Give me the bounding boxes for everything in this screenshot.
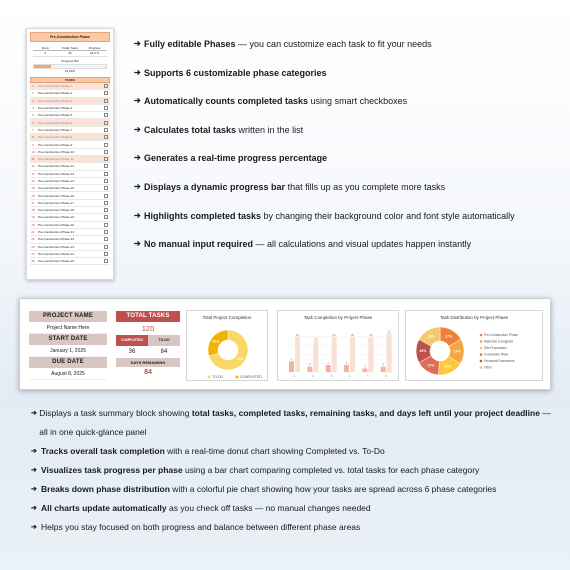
feature-item: [134, 124, 564, 153]
progress-bar-value: 24,00%: [64, 69, 76, 73]
task-checkbox[interactable]: [104, 259, 108, 263]
task-row: [30, 156, 110, 163]
arrow-icon: ➔: [134, 67, 141, 77]
bar-value-label: 2: [363, 364, 366, 369]
bar: [368, 337, 373, 372]
due-date-value[interactable]: August 8, 2025: [29, 368, 107, 380]
bar: [387, 333, 392, 372]
bar: [344, 365, 349, 372]
legend-swatch: [480, 366, 483, 369]
distribution-pie-chart: [405, 310, 543, 381]
task-label[interactable]: Pre-Construction Phase 20: [38, 222, 75, 227]
task-label[interactable]: Pre-Construction Phase 5: [38, 113, 73, 118]
task-number: 22: [31, 237, 35, 242]
feature-item: [134, 152, 564, 181]
legend-swatch: [480, 360, 483, 363]
task-checkbox[interactable]: [104, 99, 108, 103]
benefit-text: Tracks overall task completion with a real-time donut chart showing Completed vs. To-Do: [41, 446, 385, 456]
dashboard-panel: [19, 298, 551, 390]
bar: [289, 361, 294, 372]
task-number: 7: [32, 127, 34, 132]
slice-label: 17%: [427, 363, 435, 368]
bar: [326, 365, 331, 372]
legend-label: Site Preparation: [484, 346, 507, 351]
category-label: 1: [293, 374, 296, 378]
bar-svg: [278, 320, 400, 382]
task-row: [30, 105, 110, 112]
task-row: [30, 163, 110, 170]
task-checkbox[interactable]: [104, 113, 108, 117]
task-number: 12: [31, 164, 35, 169]
task-row: [30, 112, 110, 119]
chart-title: Task Completion by Project Phase: [303, 315, 373, 320]
task-number: 11: [31, 157, 35, 162]
task-number: 23: [31, 244, 35, 249]
task-label[interactable]: Pre-Construction Phase 15: [38, 186, 75, 191]
arrow-icon: ➔: [134, 39, 141, 48]
legend-label: COMPLETED: [240, 375, 262, 380]
project-name-value[interactable]: Project Name Here: [29, 322, 107, 334]
legend-label: Materials & Supplies: [484, 339, 514, 344]
task-number: 1: [32, 84, 34, 89]
feature-item: [134, 210, 564, 239]
todo-value: 84: [160, 349, 168, 355]
feature-item: [134, 38, 564, 67]
task-checkbox[interactable]: [104, 106, 108, 110]
tasks-header: TASKS: [30, 77, 110, 83]
legend-swatch: [480, 334, 483, 337]
kpi-progress-value: 24,0 %: [82, 51, 107, 57]
bar: [295, 337, 300, 372]
task-checkbox[interactable]: [104, 157, 108, 161]
arrow-icon: ➔: [134, 153, 141, 163]
task-checkbox[interactable]: [104, 252, 108, 256]
benefit-text: Helps you stay focused on both progress and balance between different phase areas: [41, 522, 361, 532]
bar-value-label: 3: [308, 362, 311, 367]
feature-text: Generates a real-time progress percentage: [144, 153, 328, 164]
bar-value-label: 6: [290, 357, 293, 362]
feature-item: [134, 95, 564, 124]
arrow-icon: ➔: [134, 239, 141, 249]
bar: [332, 337, 337, 372]
task-label[interactable]: Pre-Construction Phase 11: [38, 157, 74, 162]
task-row: [30, 171, 110, 178]
bar-value-label: 20: [295, 332, 300, 337]
task-label[interactable]: Pre-Construction Phase 8: [38, 135, 73, 140]
task-checkbox[interactable]: [104, 121, 108, 125]
slice-label: 17%: [445, 334, 453, 339]
task-number: 16: [31, 193, 35, 198]
task-row: [30, 200, 110, 207]
benefit-item: [31, 442, 551, 461]
task-row: [30, 83, 110, 90]
arrow-icon: ➔: [31, 467, 37, 474]
task-checkbox[interactable]: [104, 164, 108, 168]
progress-bar: [33, 64, 107, 69]
arrow-icon: ➔: [134, 181, 141, 191]
task-summary-card: [116, 311, 180, 379]
phase-bar-chart: [277, 310, 399, 381]
feature-list: [134, 38, 564, 267]
legend-label: Structural Framework: [484, 359, 515, 364]
feature-text: Fully editable Phases — you can customize each task to fit your needs: [144, 39, 432, 49]
status-labels: [116, 335, 180, 346]
task-checkbox[interactable]: [104, 179, 108, 183]
kpi-header-done: Done: [33, 46, 58, 51]
task-label[interactable]: Pre-Construction Phase 18: [38, 208, 75, 213]
task-label[interactable]: Pre-Construction Phase 1: [38, 84, 73, 89]
task-checkbox[interactable]: [104, 223, 108, 227]
legend-swatch: [236, 376, 239, 379]
task-row: [30, 149, 110, 156]
feature-text: Calculates total tasks written in the list: [144, 124, 304, 135]
task-row: [30, 229, 110, 236]
benefit-text: Displays a task summary block showing total tasks, completed tasks, remaining tasks, and days left until your project deadline — all in one quick-glance panel: [39, 408, 551, 437]
feature-text: Supports 6 customizable phase categories: [144, 67, 327, 78]
arrow-icon: ➔: [31, 410, 37, 417]
benefit-item: [31, 404, 551, 442]
task-number: 18: [31, 208, 35, 213]
task-number: 5: [32, 113, 34, 118]
legend-label: Other: [484, 365, 492, 370]
feature-text: Displays a dynamic progress bar that fills up as you complete more tasks: [144, 181, 446, 192]
task-checkbox[interactable]: [104, 208, 108, 212]
bar: [307, 367, 312, 372]
task-checkbox[interactable]: [104, 172, 108, 176]
feature-item: [134, 67, 564, 96]
task-row: [30, 119, 110, 126]
task-checkbox[interactable]: [104, 194, 108, 198]
task-row: [30, 214, 110, 221]
benefit-text: All charts update automatically as you check off tasks — no manual changes needed: [41, 503, 371, 513]
bar: [362, 368, 367, 372]
slice-label: 17%: [444, 364, 452, 369]
benefit-item: [31, 518, 551, 537]
task-number: 20: [31, 222, 35, 227]
start-date-label: START DATE: [29, 334, 107, 345]
slice-label: 17%: [453, 349, 461, 354]
bar-value-label: 4: [327, 360, 330, 365]
feature-item: [134, 181, 564, 210]
task-number: 14: [31, 179, 35, 183]
feature-text: Automatically counts completed tasks using smart checkboxes: [144, 96, 408, 107]
slice-label: 16%: [427, 334, 435, 339]
task-label[interactable]: Pre-Construction Phase 17: [38, 200, 75, 205]
bar-value-label: 3: [382, 362, 385, 367]
task-number: 19: [31, 215, 35, 220]
task-number: 3: [32, 98, 34, 103]
total-tasks-value: 120: [141, 324, 155, 333]
kpi-total-value: 25: [58, 51, 83, 57]
task-row: [30, 244, 110, 251]
task-checkbox[interactable]: [104, 135, 108, 139]
task-checkbox[interactable]: [104, 230, 108, 234]
start-date-value[interactable]: January 1, 2025: [29, 345, 107, 357]
pie-svg: [406, 320, 544, 382]
task-label[interactable]: Pre-Construction Phase 14: [38, 179, 75, 183]
task-row: [30, 222, 110, 229]
legend-swatch: [208, 376, 211, 379]
arrow-icon: ➔: [31, 486, 37, 493]
task-label[interactable]: Pre-Construction Phase 4: [38, 106, 73, 111]
task-number: 4: [32, 106, 34, 111]
kpi-header-progress: Progress: [82, 46, 107, 51]
task-checkbox[interactable]: [104, 91, 108, 95]
arrow-icon: ➔: [31, 448, 37, 455]
total-tasks-label: TOTAL TASKS: [116, 311, 180, 322]
legend-label: TO-DO: [212, 375, 224, 380]
legend-swatch: [480, 353, 483, 356]
kpi-values: [33, 51, 107, 57]
task-label[interactable]: Pre-Construction Phase 10: [38, 149, 75, 154]
bar: [350, 337, 355, 372]
task-number: 8: [32, 135, 34, 140]
completion-donut-chart: [186, 310, 268, 381]
project-info-card: [29, 311, 107, 380]
task-label[interactable]: Pre-Construction Phase 24: [38, 251, 75, 256]
task-row: [30, 90, 110, 97]
feature-item: [134, 238, 564, 267]
task-row: [30, 178, 110, 185]
task-number: 24: [31, 251, 35, 256]
task-number: 17: [31, 200, 35, 205]
task-label[interactable]: Pre-Construction Phase 6: [38, 120, 73, 125]
task-checkbox[interactable]: [104, 143, 108, 147]
task-checkbox[interactable]: [104, 201, 108, 205]
slice-label: 16%: [419, 349, 427, 354]
task-number: 25: [31, 259, 35, 264]
task-row: [30, 236, 110, 243]
task-number: 15: [31, 186, 35, 191]
task-checkbox[interactable]: [104, 237, 108, 241]
bar-value-label: 4: [345, 360, 348, 365]
benefit-item: [31, 480, 551, 499]
bar-value-label: 22: [387, 329, 391, 334]
task-label[interactable]: Pre-Construction Phase 21: [38, 230, 75, 235]
task-checkbox[interactable]: [104, 215, 108, 219]
arrow-icon: ➔: [134, 210, 141, 220]
task-checkbox[interactable]: [104, 150, 108, 154]
task-checkbox[interactable]: [104, 186, 108, 190]
task-label[interactable]: Pre-Construction Phase 3: [38, 98, 73, 103]
task-row: [30, 185, 110, 192]
bar: [381, 367, 386, 372]
task-label[interactable]: Pre-Construction Phase 7: [38, 127, 73, 132]
bar-value-label: 20: [369, 332, 373, 337]
task-sheet-panel: [26, 28, 114, 280]
benefit-item: [31, 461, 551, 480]
arrow-icon: ➔: [134, 124, 141, 134]
status-values: [116, 346, 180, 358]
task-row: [30, 251, 110, 258]
arrow-icon: ➔: [31, 505, 37, 512]
task-row: [30, 258, 110, 265]
task-checkbox[interactable]: [104, 128, 108, 132]
task-number: 6: [32, 120, 34, 125]
task-label[interactable]: Pre-Construction Phase 22: [38, 237, 75, 242]
arrow-icon: ➔: [31, 524, 37, 531]
legend-label: Foundation Work: [484, 352, 509, 357]
task-number: 21: [31, 230, 35, 235]
task-number: 10: [31, 149, 35, 154]
task-number: 9: [32, 142, 34, 147]
completed-value: 36: [128, 349, 136, 355]
days-remaining-label: DAYS REMAINING: [116, 358, 180, 367]
task-label[interactable]: Pre-Construction Phase 9: [38, 142, 73, 147]
legend-label: Pre-Construction Phase: [484, 333, 518, 338]
bar-value-label: 20: [332, 332, 336, 337]
category-label: 3: [330, 374, 333, 378]
benefit-text: Breaks down phase distribution with a colorful pie chart showing how your tasks are spread across 6 phase categories: [41, 484, 497, 494]
legend-swatch: [480, 340, 483, 343]
feature-text: No manual input required — all calculations and visual updates happen instantly: [144, 239, 472, 250]
sheet-title: Pre-Construction Phase: [30, 32, 110, 42]
bar-value-label: 20: [350, 332, 355, 337]
slice-label: 70%: [236, 357, 244, 362]
category-label: 5: [366, 374, 369, 378]
task-number: 2: [32, 91, 34, 96]
task-row: [30, 134, 110, 141]
arrow-icon: ➔: [134, 96, 141, 106]
completed-label: COMPLETED: [116, 335, 148, 346]
benefits-list: [31, 404, 551, 537]
progress-bar-fill: [34, 65, 51, 68]
task-label[interactable]: Pre-Construction Phase 23: [38, 244, 75, 249]
task-row: [30, 141, 110, 148]
task-row: [30, 127, 110, 134]
kpi-done-value: 6: [33, 51, 58, 57]
due-date-label: DUE DATE: [29, 357, 107, 368]
task-label[interactable]: Pre-Construction Phase 19: [38, 215, 75, 220]
task-checkbox[interactable]: [104, 84, 108, 88]
category-label: 4: [348, 374, 351, 378]
task-number: 13: [31, 171, 35, 176]
donut-svg: [187, 320, 269, 382]
todo-label: TO-DO: [148, 335, 180, 346]
task-label[interactable]: Pre-Construction Phase 25: [38, 259, 75, 264]
task-list: [30, 83, 110, 265]
chart-title: Task Distribution by Project Phase: [439, 315, 509, 320]
task-row: [30, 207, 110, 214]
progress-bar-label: Progress Bar: [61, 59, 79, 63]
project-name-label: PROJECT NAME: [29, 311, 107, 322]
category-label: 6: [385, 374, 388, 378]
task-label[interactable]: Pre-Construction Phase 16: [38, 193, 75, 198]
slice-label: 30%: [212, 339, 220, 344]
task-checkbox[interactable]: [104, 245, 108, 249]
bar-value-label: 18: [314, 336, 318, 341]
bar: [313, 340, 318, 372]
days-remaining-value: 84: [144, 369, 152, 376]
category-label: 2: [311, 374, 314, 378]
legend-swatch: [480, 347, 483, 350]
task-row: [30, 192, 110, 199]
benefit-text: Visualizes task progress per phase using a bar chart comparing completed vs. total tasks for each phase category: [41, 465, 480, 475]
task-row: [30, 98, 110, 105]
task-label[interactable]: Pre-Construction Phase 13: [38, 171, 75, 176]
feature-text: Highlights completed tasks by changing their background color and font style automatically: [144, 210, 515, 221]
chart-title: Total Project Completion: [202, 315, 252, 320]
kpi-header-total: Totals Tasks: [58, 46, 83, 51]
benefit-item: [31, 499, 551, 518]
task-label[interactable]: Pre-Construction Phase 2: [38, 91, 73, 96]
task-label[interactable]: Pre-Construction Phase 12: [38, 164, 75, 169]
